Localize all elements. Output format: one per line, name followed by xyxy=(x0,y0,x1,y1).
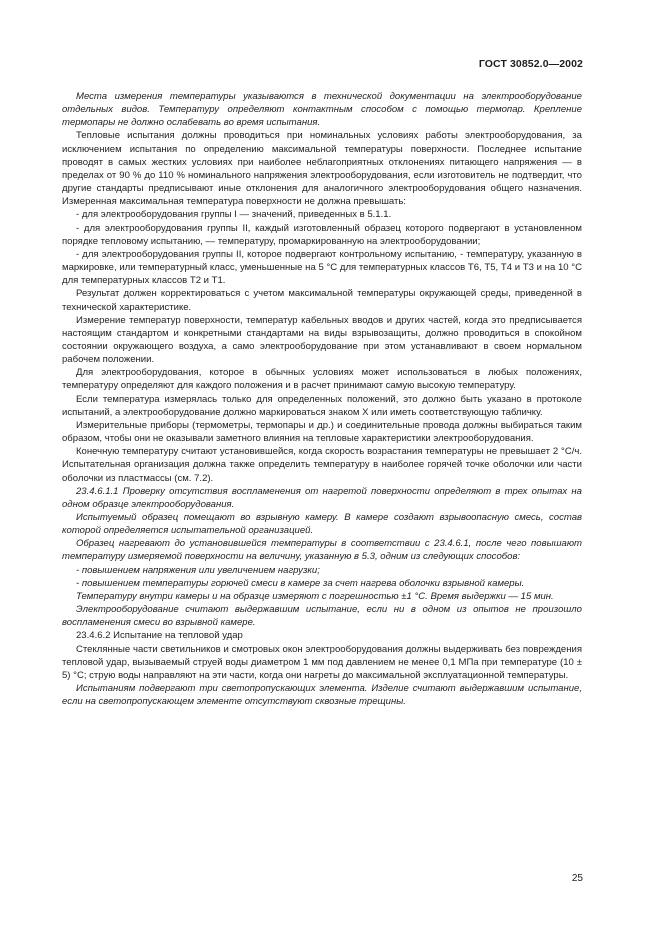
body-text xyxy=(62,90,582,708)
paragraph: Образец нагревают до установившейся температуры в соответствии с 23.4.6.1, после чего повышают температуру измеряемой поверхности на величину, указанную в 5.3, одним из следующих способов: xyxy=(62,538,582,563)
paragraph: Для электрооборудования, которое в обычных условиях может использоваться в любых положениях, температуру определяют для каждого положения и в расчет принимают самую высокую температуру. xyxy=(62,367,582,392)
list-item: - повышением температуры горючей смеси в камере за счет нагрева оболочки взрывной камеры. xyxy=(76,577,525,589)
paragraph: Конечную температуру считают установившейся, когда скорость возрастания температуры не превышает 2 °С/ч. Испытательная организация должна также определить температуру в наиболее горячей точке оболочки или части оболочки из пластмассы (см. 7.2). xyxy=(62,446,582,484)
paragraph: Места измерения температуры указываются в технической документации на электрооборудование отдельных видов. Температуру определяют контактным способом с помощью термопар. Крепление термопары не должно ослабевать во время испытания. xyxy=(62,91,582,129)
list-item: - для электрооборудования группы I — значений, приведенных в 5.1.1. xyxy=(76,209,392,221)
paragraph: Температуру внутри камеры и на образце измеряют с погрешностью ±1 °С. Время выдержки — 15 мин. xyxy=(76,590,554,602)
clause-heading-23-4-6-2: 23.4.6.2 Испытание на тепловой удар xyxy=(76,630,243,642)
paragraph: Измерительные приборы (термометры, термопары и др.) и соединительные провода должны выбираться таким образом, чтобы они не оказывали заметного влияния на тепловые характеристики электрооборудования. xyxy=(62,419,582,445)
paragraph: Электрооборудование считают выдержавшим испытание, если ни в одном из опытов не произошло воспламенения смеси во взрывной камере. xyxy=(62,604,582,629)
standard-code-header: ГОСТ 30852.0—2002 xyxy=(478,58,583,70)
list-item: - для электрооборудования группы II, которое подвергают контрольному испытанию, - температуру, указанную в маркировке, или температурный класс, уменьшенные на 5 °С для температурных классов Т6, Т5, Т4 и Т3 и на 10 °С для температурных классов Т2 и Т1. xyxy=(62,248,582,287)
paragraph: Измерение температур поверхности, температур кабельных вводов и других частей, когда это предписывается настоящим стандартом и конкретными стандартами на виды взрывозащиты, должно проводиться в спокойном состоянии окружающего воздуха, а само электрооборудование при этом устанавливают в своем нормальном рабочем положении. xyxy=(62,314,582,366)
paragraph: Испытаниям подвергают три светопропускающих элемента. Изделие считают выдержавшим испытание, если на светопропускающем элементе отсутствуют сквозные трещины. xyxy=(62,683,582,708)
paragraph: Если температура измерялась только для определенных положений, это должно быть указано в протоколе испытаний, а электрооборудование должно маркироваться знаком X или иметь соответствующую табличку. xyxy=(62,393,582,418)
page-number: 25 xyxy=(571,873,583,884)
paragraph: Стеклянные части светильников и смотровых окон электрооборудования должны выдерживать без повреждения тепловой удар, вызываемый струей воды диаметром 1 мм под давлением не менее 0,1 МПа при температуре (10 ± 5) °С; струю воды направляют на эти части, когда они нагреты до максимальной эксплуатационной температуры. xyxy=(62,643,582,681)
paragraph: Результат должен корректироваться с учетом максимальной температуры окружающей среды, приведенной в технической характеристике. xyxy=(62,288,582,313)
paragraph: Тепловые испытания должны проводиться при номинальных условиях работы электрооборудования, за исключением испытания по определению максимальной температуры поверхности. Последнее испытание проводят в самых жестких условиях при наиболее неблагоприятных отклонениях питающего напряжения — в пределах от 90 % до 110 % номинального напряжения электрооборудования, если изготовитель не подтвердит, что другие стандарты предписывают иные отклонения для аналогичного электрооборудования общего назначения. Измеренная максимальная температура поверхности не должна превышать: xyxy=(62,130,582,208)
clause-23-4-6-1-1: 23.4.6.1.1 Проверку отсутствия воспламенения от нагретой поверхности определяют в трех опытах на одном образце электрооборудования. xyxy=(62,485,582,510)
paragraph: Испытуемый образец помещают во взрывную камеру. В камере создают взрывоопасную смесь, состав которой определяется испытательной организацией. xyxy=(62,512,582,537)
list-item: - повышением напряжения или увеличением нагрузки; xyxy=(76,564,320,576)
list-item: - для электрооборудования группы II, каждый изготовленный образец которого подвергают в установленном порядке тепловому испытанию, — температуру, промаркированную на электрооборудовании; xyxy=(62,222,582,247)
